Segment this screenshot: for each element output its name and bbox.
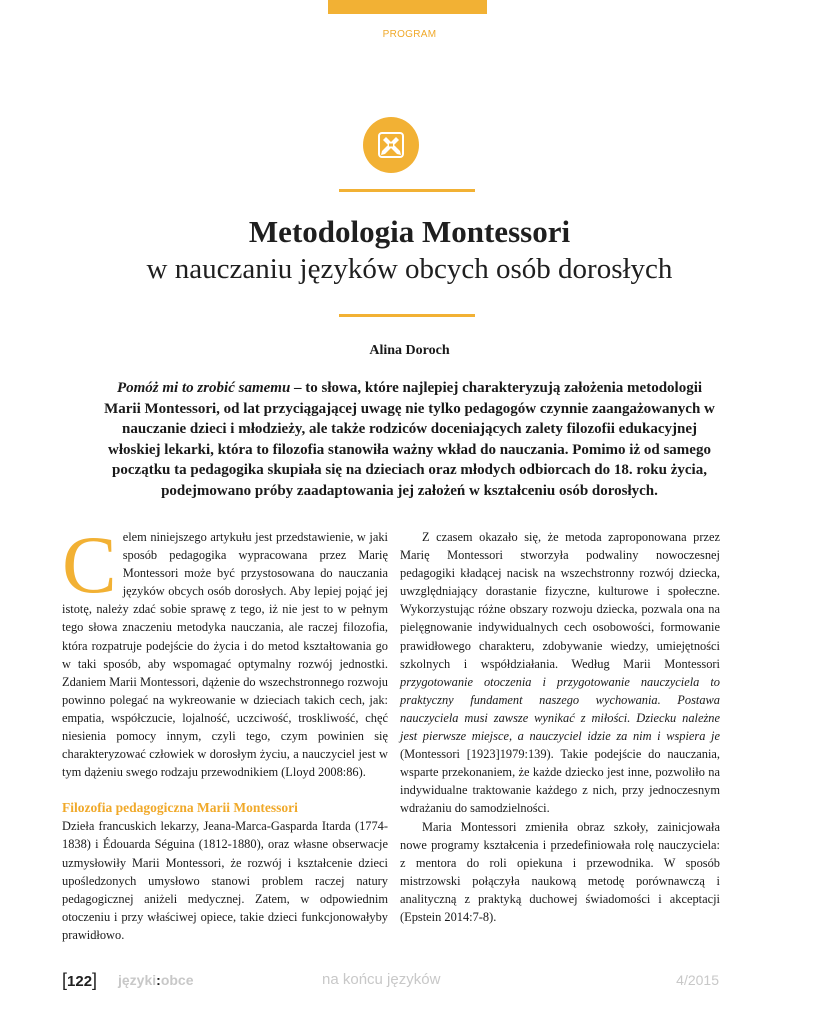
section-label: PROGRAM: [382, 29, 437, 40]
title-rule-bottom: [339, 314, 475, 317]
left-column: [62, 519, 388, 944]
intro-paragraph: [62, 519, 388, 781]
pencils-icon: [363, 117, 419, 173]
method-paragraph: [400, 528, 720, 818]
author-name: Alina Doroch: [369, 343, 450, 358]
drop-cap: C: [62, 519, 117, 610]
magazine-name-part1: języki: [118, 972, 157, 988]
method-text: Z czasem okazało się, że metoda zaproponowana przez Marię Montessori stworzyła podwaliny nowoczesnej pedagogiki kładącej nacisk na wszechstronny rozwój dziecka, uwzględniający dorastanie fizyczne, kulturowe i społeczne. Wykorzystując różne obszary rozwoju dziecka, pozwala ona na pielęgnowanie indywidualnych cech osobowości, formowanie prawidłowego charakteru, zdobywanie wiedzy, umiejętności szkolnych i współdziałania. Według Marii Montessori: [400, 530, 720, 671]
philosophy-paragraph: Dzieła francuskich lekarzy, Jeana-Marca-Gasparda Itarda (1774-1838) i Édouarda Séguina (1812-1880), oraz własne obserwacje uzmysłowiły Marii Montessori, że rozwój i kształcenie dzieci upośledzonych umysłowo stanowi problem raczej natury pedagogicznej aniżeli medycznej. Zatem, w odpowiednim otoczeniu i przy właściwej opiece, takie dzieci funkcjonowałyby prawidłowo.: [62, 819, 388, 942]
lead-text: – to słowa, które najlepiej charakteryzują założenia metodologii Marii Montessori, od lat przyciągającej uwagę nie tylko pedagogów czynnie zaangażowanych w nauczanie dzieci i młodzieży, ale także rodziców doceniających zalety filozofii edukacyjnej włoskiej lekarki, która to filozofia stanowiła ważny wkład do nauczania. Pomimo iż od samego początku ta pedagogika skupiała się na dzieciach oraz młodych odbiorcach do 18. roku życia, podejmowano próby zaadaptowania jej założeń w kształceniu osób dorosłych.: [104, 380, 715, 499]
page-footer: [62, 970, 719, 992]
school-paragraph: Maria Montessori zmieniła obraz szkoły, zainicjowała nowe programy kształcenia i przedefiniowała rolę nauczyciela: z mentora do roli opiekuna i przewodnika. W sposób mistrzowski połączyła naukową metodę porównawczą i analityczną z praktyką duchowej świadomości i akceptacji (Epstein 2014:7-8).: [400, 819, 720, 924]
page-number-value: 122: [67, 973, 93, 990]
intro-text: elem niniejszego artykułu jest przedstawienie, w jaki sposób pedagogika wypracowana przez Marię Montessori może być przystosowana do nauczania języków obcych osób dorosłych. Aby lepiej pojąć jej istotę, należy zdać sobie sprawę z tego, iż nie jest to w pełnym tego słowa znaczeniu metodyka nauczania, ale raczej filozofia, która rozpatruje podejście do życia i do metod kształtowania go w taki sposób, aby wspomagać optymalny rozwój jednostki. Zdaniem Marii Montessori, dążenie do wszechstronnego rozwoju powinno polegać na wykreowanie w dzieciach takich cech, jak: empatia, współczucie, lojalność, uczciwość, troskliwość, chęć niesienia pomocy innym, czyli tego, czym powinien się charakteryzować człowiek w dorosłym życiu, a nauczyciel jest w tym dążeniu swego rodzaju przewodnikiem (Lloyd 2008:86).: [62, 530, 388, 780]
magazine-name-part2: obce: [160, 972, 194, 988]
running-title: na końcu języków: [322, 971, 441, 988]
magazine-name: [118, 972, 194, 988]
lead-paragraph: [101, 378, 718, 501]
magazine-name-separator: :: [156, 972, 161, 988]
article-subtitle: w nauczaniu języków obcych osób dorosłych: [146, 253, 673, 285]
top-accent-bar: [328, 0, 487, 14]
issue-number: 4/2015: [676, 972, 719, 988]
section-heading: Filozofia pedagogiczna Marii Montessori: [62, 800, 298, 816]
article-title: Metodologia Montessori: [248, 214, 571, 249]
page-number: [122]: [62, 970, 98, 990]
montessori-quote: przygotowanie otoczenia i przygotowanie nauczyciela to praktyczny fundament naszego wychowania. Postawa nauczyciela musi zawsze wynikać z miłości. Dziecku należne jest pierwsze miejsce, a nauczyciel idzie za nim i wspiera je: [400, 674, 720, 744]
title-rule-top: [339, 189, 475, 192]
method-tail: (Montessori [1923]1979:139). Takie podejście do nauczania, wsparte przekonaniem, że każde dziecko jest inne, pozwoliło na indywidualne traktowanie każdego z nich, przy jednoczesnym wdrażaniu do samodzielności.: [400, 747, 720, 816]
right-column: [400, 528, 720, 926]
lead-emphasis: Pomóż mi to zrobić samemu: [116, 380, 291, 396]
